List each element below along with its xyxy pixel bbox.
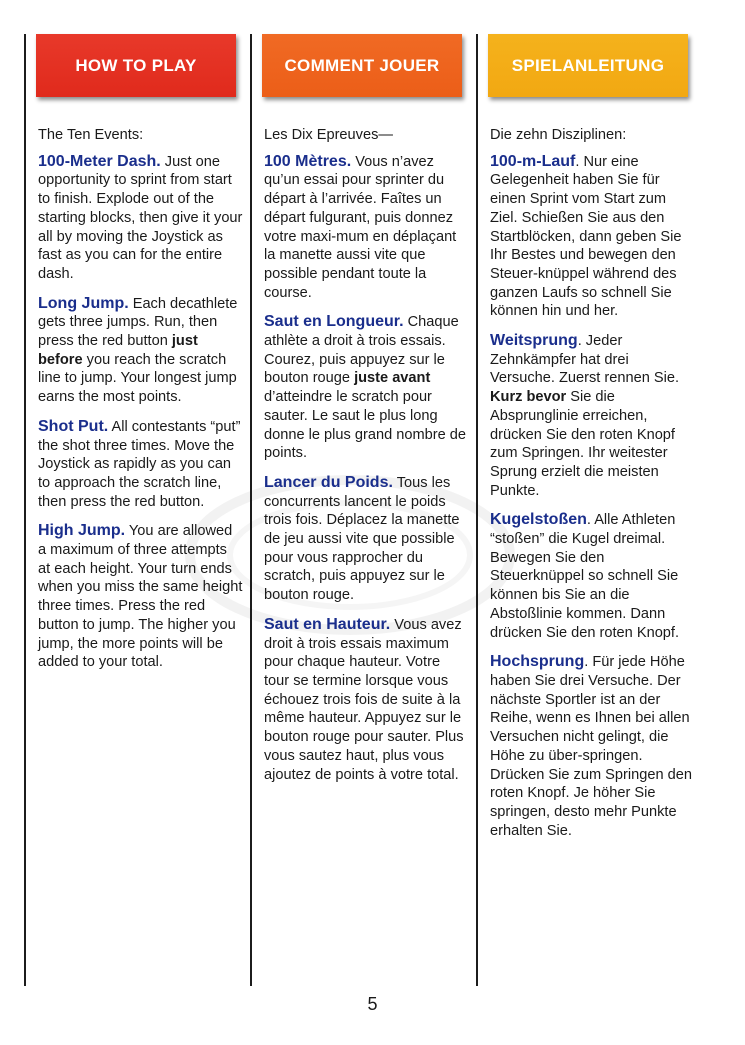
column-content xyxy=(490,126,695,851)
event-text: Vous avez droit à trois essais maximum pour chaque hauteur. Votre tour se termine lorsque vous échouez trois fois de suite à la même hauteur. Appuyez sur le bouton rouge pour sauter. Plus vous sautez haut, plus vous ajoutez de points à votre total. xyxy=(264,616,464,783)
event-100m xyxy=(264,153,469,303)
event-text-cont: you reach the scratch line to jump. Your longest jump earns the most points. xyxy=(38,351,237,406)
intro-text: Les Dix Epreuves— xyxy=(264,127,393,143)
event-text-cont: d’atteindre le scratch pour sauter. Le saut le plus long donne le plus grand nombre de points. xyxy=(264,389,467,462)
event-title: Shot Put. xyxy=(38,417,109,435)
event-title: Lancer du Poids. xyxy=(264,473,393,491)
event-title: Saut en Longueur. xyxy=(264,313,404,331)
column-german xyxy=(476,34,698,986)
event-shot-put xyxy=(38,418,243,512)
event-long-jump xyxy=(490,332,695,500)
banner-spielanleitung: SPIELANLEITUNG xyxy=(488,34,688,97)
banner-comment-jouer: COMMENT JOUER xyxy=(262,34,462,97)
event-title: Hochsprung xyxy=(490,653,585,671)
event-high-jump xyxy=(490,653,695,840)
event-text: . Für jede Höhe haben Sie drei Versuche. Der nächste Sportler ist an der Reihe, wenn es Ihnen bei allen Versuchen nicht gelingt, die Höhe zu über-springen. Drücken Sie zum Springen den roten Knopf. Je höher Sie springen, desto mehr Punkte erhalten Sie. xyxy=(490,654,692,839)
column-content xyxy=(264,126,469,795)
page-number: 5 xyxy=(367,994,378,1014)
event-text: Chaque athlète a droit à trois essais. Courez, puis appuyez sur le bouton rouge xyxy=(264,314,459,387)
event-text: Just one opportunity to sprint from start to finish. Explode out of the starting blocks, then give it your all by moving the Joystick as fast as you can for the entire dash. xyxy=(38,153,243,282)
intro-text: Die zehn Disziplinen: xyxy=(490,127,627,143)
event-emphasis: juste avant xyxy=(354,370,431,387)
event-text: All contestants “put” the shot three times. Move the Joystick as rapidly as you can to approach the scratch line, then press the red button. xyxy=(38,418,241,510)
event-emphasis: Kurz bevor xyxy=(490,389,567,406)
banner-how-to-play: HOW TO PLAY xyxy=(36,34,236,97)
event-title: 100 Mètres. xyxy=(264,152,352,170)
event-title: Long Jump. xyxy=(38,294,129,312)
event-title: High Jump. xyxy=(38,522,126,540)
event-title: Kugelstoßen xyxy=(490,511,587,529)
column-french xyxy=(250,34,472,986)
column-english xyxy=(24,34,246,986)
intro-text: The Ten Events: xyxy=(38,127,144,143)
event-long-jump xyxy=(38,295,243,407)
event-title: Weitsprung xyxy=(490,332,578,350)
event-100m xyxy=(38,153,243,284)
event-emphasis: just before xyxy=(38,333,198,368)
event-text: Vous n’avez qu’un essai pour sprinter du départ à l’arrivée. Faîtes un départ fulgurant, puis donnez votre maxi-mum en déplaçant la manette aussi vite que possible pendant toute la course. xyxy=(264,153,457,301)
event-title: 100-m-Lauf xyxy=(490,152,576,170)
event-title: 100-Meter Dash. xyxy=(38,152,161,170)
event-text: . Alle Athleten “stoßen” die Kugel dreimal. Bewegen Sie den Steuerknüppel so schnell Sie können bis Sie an die Abstoßlinie kommen. Dann drücken Sie den roten Knopf. xyxy=(490,512,680,641)
column-content xyxy=(38,126,243,683)
event-long-jump xyxy=(264,313,469,463)
event-text-cont: Sie die Absprunglinie erreichen, drücken Sie den roten Knopf zum Springen. Ihr weitester Sprung erzielt die meisten Punkte. xyxy=(490,389,675,499)
event-text: . Nur eine Gelegenheit haben Sie für einen Sprint vom Start zum Ziel. Schießen Sie aus den Startblöcken, dann geben Sie Ihr Bestes und bewegen den Steuer-knüppel während des ganzen Laufs so schnell Sie können hin und her. xyxy=(490,153,682,320)
event-title: Saut en Hauteur. xyxy=(264,615,391,633)
event-text: You are allowed a maximum of three attempts at each height. Your turn ends when you miss the same height three times. Press the red button to jump. The higher you jump, the more points will be added to your total. xyxy=(38,523,243,671)
event-high-jump xyxy=(38,522,243,672)
event-text: . Jeder Zehnkämpfer hat drei Versuche. Zuerst rennen Sie. xyxy=(490,333,680,387)
event-text: Each decathlete gets three jumps. Run, then press the red button xyxy=(38,295,238,350)
event-shot-put xyxy=(264,474,469,605)
event-high-jump xyxy=(264,616,469,784)
event-shot-put xyxy=(490,511,695,642)
event-text: Tous les concurrents lancent le poids trois fois. Déplacez la manette de jeu aussi vite que possible pour vous rapprocher du scratch, puis appuyez sur le bouton rouge. xyxy=(264,474,460,604)
event-100m xyxy=(490,153,695,321)
